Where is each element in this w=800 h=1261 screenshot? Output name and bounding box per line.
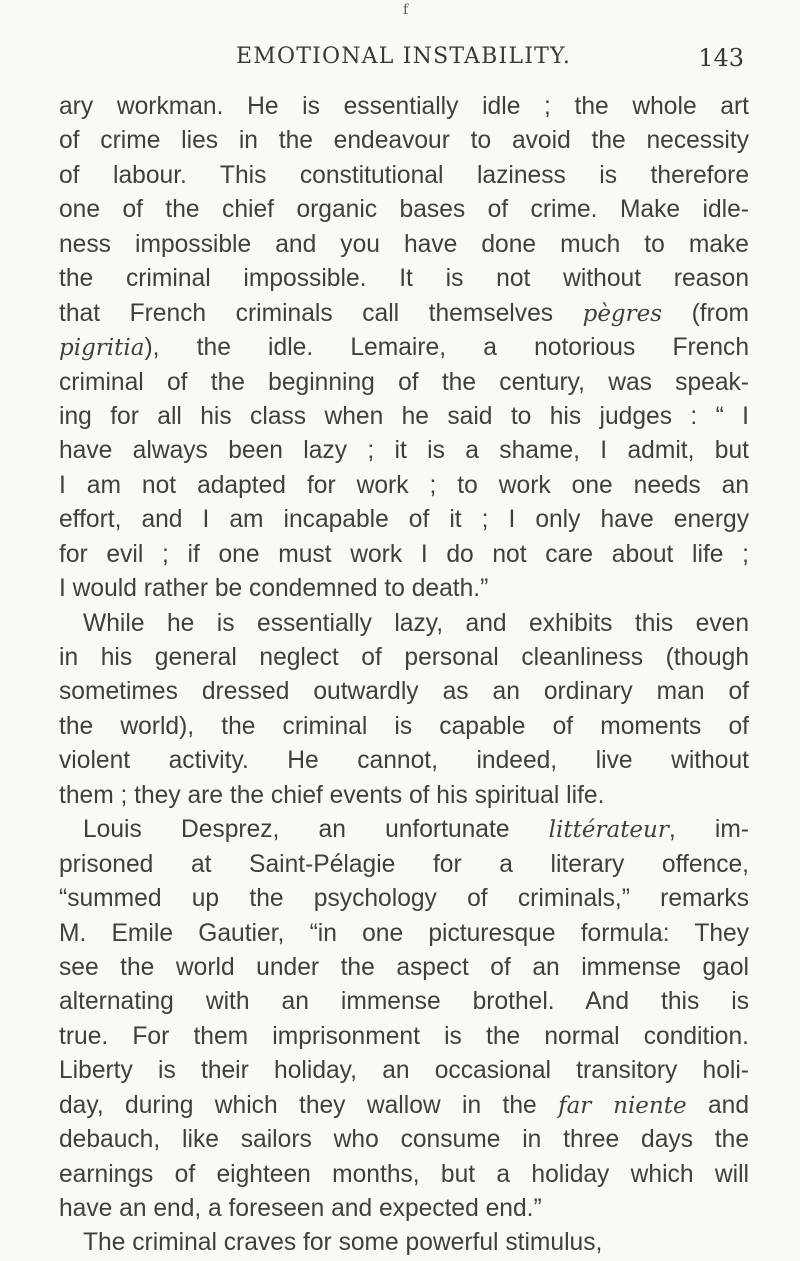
text-segment: effort, and I am incapable of it ; I only have energy bbox=[59, 506, 749, 534]
text-line bbox=[59, 917, 749, 951]
text-segment: Liberty is their holiday, an occasional transitory holi- bbox=[59, 1057, 749, 1085]
text-line bbox=[59, 744, 749, 778]
text-segment: debauch, like sailors who consume in three days the bbox=[59, 1126, 749, 1154]
text-line bbox=[59, 331, 749, 365]
text-line bbox=[59, 228, 749, 262]
text-segment: I would rather be condemned to death.” bbox=[59, 575, 489, 603]
text-segment: ), the idle. Lemaire, a notorious French bbox=[144, 334, 749, 362]
text-segment: ary workman. He is essentially idle ; the whole art bbox=[59, 93, 749, 120]
text-line bbox=[59, 675, 749, 709]
text-line bbox=[59, 641, 749, 675]
body-text bbox=[59, 90, 749, 1261]
text-line bbox=[59, 1054, 749, 1088]
text-line bbox=[59, 1020, 749, 1054]
text-line bbox=[59, 1158, 749, 1192]
text-line bbox=[59, 124, 749, 158]
text-segment: “summed up the psychology of criminals,” remarks bbox=[59, 885, 749, 913]
page-number: 143 bbox=[698, 44, 744, 72]
text-segment: have an end, a foreseen and expected end.” bbox=[59, 1195, 542, 1222]
text-line bbox=[59, 538, 749, 572]
text-segment: of crime lies in the endeavour to avoid the necessity bbox=[59, 127, 749, 155]
text-segment: prisoned at Saint-Pélagie for a literary offence, bbox=[59, 850, 749, 878]
text-segment: I am not adapted for work ; to work one needs an bbox=[59, 471, 749, 499]
text-line bbox=[59, 1089, 749, 1123]
text-segment: for evil ; if one must work I do not care about life ; bbox=[59, 540, 749, 568]
text-segment: Louis Desprez, an unfortunate bbox=[83, 816, 549, 844]
text-line bbox=[59, 607, 749, 641]
text-segment: day, during which they wallow in the bbox=[59, 1091, 559, 1119]
text-line bbox=[59, 297, 749, 331]
text-line bbox=[59, 985, 749, 1019]
page-header bbox=[84, 44, 744, 78]
italic-term: littérateur bbox=[548, 817, 669, 844]
text-line bbox=[59, 503, 749, 537]
text-segment: them ; they are the chief events of his spiritual life. bbox=[59, 781, 605, 809]
text-line bbox=[59, 572, 749, 606]
text-line bbox=[59, 469, 749, 503]
text-line bbox=[59, 710, 749, 744]
text-segment: earnings of eighteen months, but a holiday which will bbox=[59, 1160, 749, 1188]
text-line bbox=[59, 193, 749, 227]
text-segment: one of the chief organic bases of crime. Make idle- bbox=[59, 196, 749, 224]
text-line bbox=[59, 159, 749, 193]
text-segment: the world), the criminal is capable of moments of bbox=[59, 712, 749, 740]
text-line bbox=[59, 951, 749, 985]
text-line bbox=[59, 1192, 749, 1226]
text-line bbox=[59, 779, 749, 813]
text-segment: the criminal impossible. It is not without reason bbox=[59, 265, 749, 293]
text-segment: ing for all his class when he said to his judges : “ I bbox=[59, 402, 749, 430]
text-line bbox=[59, 400, 749, 434]
text-line bbox=[59, 1123, 749, 1157]
text-segment: have always been lazy ; it is a shame, I admit, but bbox=[59, 437, 749, 465]
top-mark: f bbox=[403, 2, 409, 18]
text-segment: M. Emile Gautier, “in one picturesque formula: They bbox=[59, 919, 749, 947]
text-segment: that French criminals call themselves bbox=[59, 299, 583, 327]
text-segment: ness impossible and you have done much to make bbox=[59, 230, 749, 258]
text-segment: While he is essentially lazy, and exhibits this even bbox=[83, 609, 749, 637]
text-segment: see the world under the aspect of an immense gaol bbox=[59, 953, 749, 981]
text-segment: alternating with an immense brothel. And this is bbox=[59, 988, 749, 1016]
text-line bbox=[59, 813, 749, 847]
text-segment: criminal of the beginning of the century, was speak- bbox=[59, 368, 749, 396]
text-line bbox=[59, 366, 749, 400]
text-line bbox=[59, 1226, 749, 1260]
running-head: EMOTIONAL INSTABILITY. bbox=[236, 44, 572, 69]
text-segment: (from bbox=[662, 299, 749, 327]
text-segment: , im- bbox=[668, 816, 750, 844]
text-segment: and bbox=[686, 1091, 749, 1119]
italic-term: far niente bbox=[558, 1092, 687, 1119]
text-line bbox=[59, 848, 749, 882]
text-segment: sometimes dressed outwardly as an ordinary man of bbox=[59, 678, 749, 706]
italic-term: pigritia bbox=[59, 335, 145, 362]
text-segment: true. For them imprisonment is the normal condition. bbox=[59, 1022, 749, 1050]
text-segment: violent activity. He cannot, indeed, live without bbox=[59, 747, 749, 775]
text-line bbox=[59, 882, 749, 916]
text-segment: The criminal craves for some powerful stimulus, bbox=[83, 1229, 603, 1257]
text-segment: in his general neglect of personal cleanliness (though bbox=[59, 644, 749, 671]
text-line bbox=[59, 90, 749, 124]
italic-term: pègres bbox=[582, 300, 663, 327]
text-line bbox=[59, 434, 749, 468]
text-segment: of labour. This constitutional laziness is therefore bbox=[59, 161, 749, 189]
text-line bbox=[59, 262, 749, 296]
